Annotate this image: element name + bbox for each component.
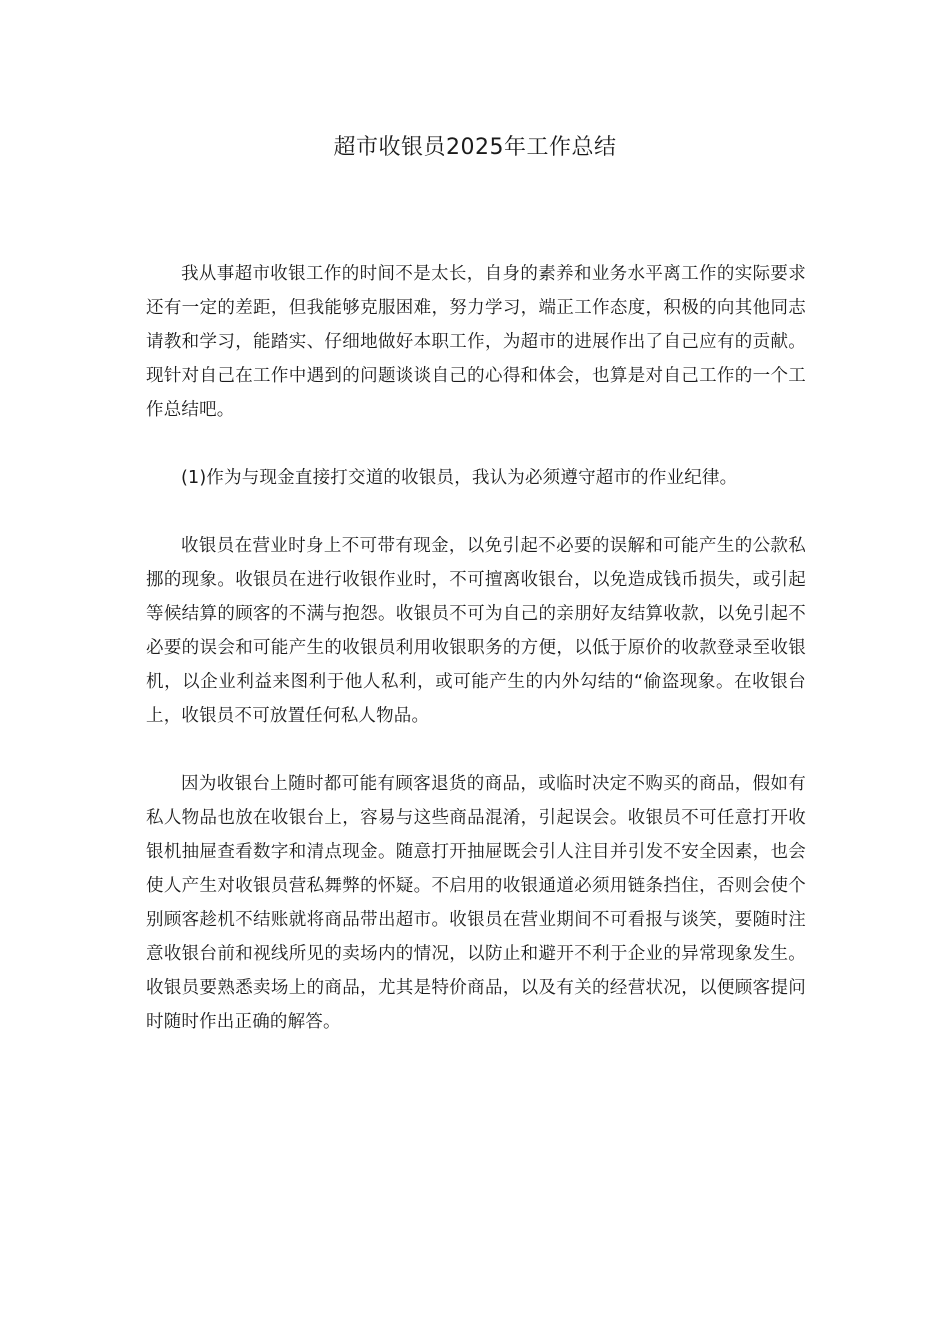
paragraph-intro: 我从事超市收银工作的时间不是太长，自身的素养和业务水平离工作的实际要求还有一定的差距，但我能够克服困难，努力学习，端正工作态度，积极的向其他同志请教和学习，能踏实、仔细地做好本职工作，为超市的进展作出了自己应有的贡献。现针对自己在工作中遇到的问题谈谈自己的心得和体会，也算是对自己工作的一个工作总结吧。: [146, 264, 806, 420]
document-body: [146, 257, 806, 1039]
paragraph-point-1: (1)作为与现金直接打交道的收银员，我认为必须遵守超市的作业纪律。: [181, 468, 738, 488]
paragraph-cash-rules: 收银员在营业时身上不可带有现金，以免引起不必要的误解和可能产生的公款私挪的现象。收银员在进行收银作业时，不可擅离收银台，以免造成钱币损失，或引起等候结算的顾客的不满与抱怨。收银员不可为自己的亲朋好友结算收款，以免引起不必要的误会和可能产生的收银员利用收银职务的方便，以低于原价的收款登录至收银机，以企业利益来图利于他人私利，或可能产生的内外勾结的“偷盗现象。在收银台上，收银员不可放置任何私人物品。: [146, 536, 806, 726]
document-title: 超市收银员2025年工作总结: [333, 135, 617, 160]
paragraph-counter-rules: 因为收银台上随时都可能有顾客退货的商品，或临时决定不购买的商品，假如有私人物品也放在收银台上，容易与这些商品混淆，引起误会。收银员不可任意打开收银机抽屉查看数字和清点现金。随意打开抽屉既会引人注目并引发不安全因素，也会使人产生对收银员营私舞弊的怀疑。不启用的收银通道必须用链条挡住，否则会使个别顾客趁机不结账就将商品带出超市。收银员在营业期间不可看报与谈笑，要随时注意收银台前和视线所见的卖场内的情况，以防止和避开不利于企业的异常现象发生。收银员要熟悉卖场上的商品，尤其是特价商品，以及有关的经营状况，以便顾客提问时随时作出正确的解答。: [146, 774, 806, 1032]
